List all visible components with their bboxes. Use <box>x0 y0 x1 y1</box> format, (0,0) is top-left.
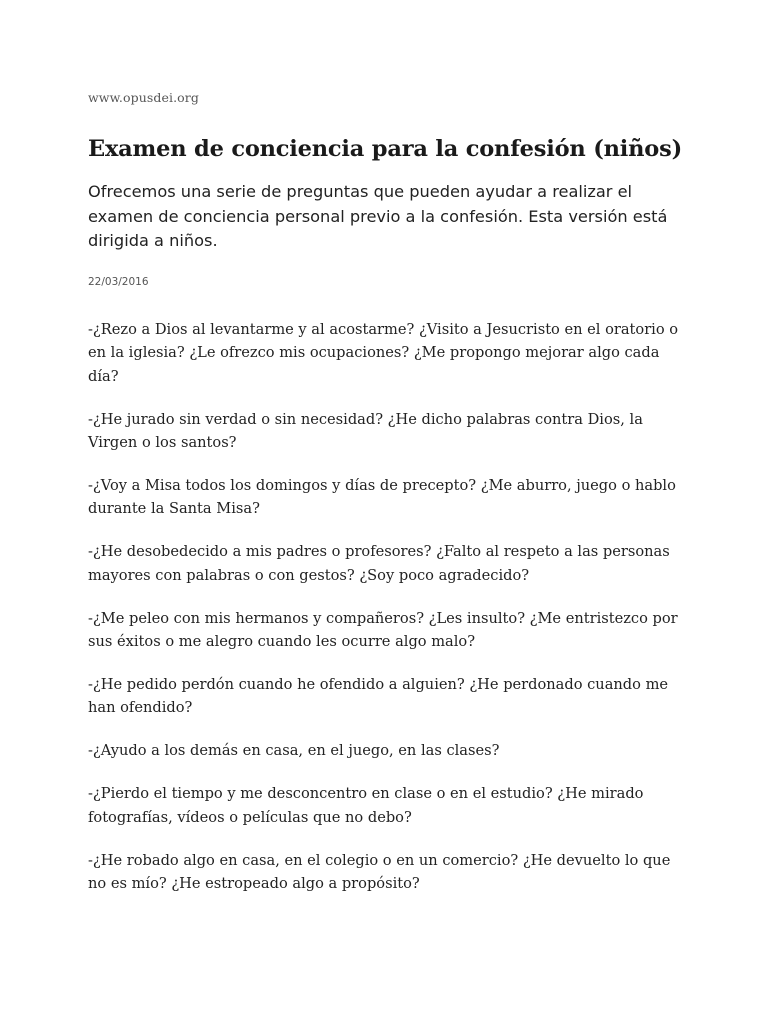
question-item: -¿He jurado sin verdad o sin necesidad? ¿He dicho palabras contra Dios, la Virgen o los santos? <box>88 410 643 452</box>
question-item: -¿Voy a Misa todos los domingos y días de precepto? ¿Me aburro, juego o hablo durante la Santa Misa? <box>88 477 676 518</box>
question-item: -¿He pedido perdón cuando he ofendido a alguien? ¿He perdonado cuando me han ofendido? <box>88 675 669 717</box>
question-item: -¿He desobedecido a mis padres o profesores? ¿Falto al respeto a las personas mayores con palabras o con gestos? ¿Soy poco agradecido? <box>88 543 670 584</box>
question-item: -¿Ayudo a los demás en casa, en el juego, en las clases? <box>88 742 500 760</box>
question-item: -¿He robado algo en casa, en el colegio o en un comercio? ¿He devuelto lo que no es mío? ¿He estropeado algo a propósito? <box>88 851 671 892</box>
question-list <box>88 318 684 915</box>
article-lead: Ofrecemos una serie de preguntas que pueden ayudar a realizar el examen de conciencia personal previo a la confesión. Esta versión está dirigida a niños. <box>88 182 668 250</box>
article-date: 22/03/2016 <box>88 276 149 288</box>
question-item: -¿Pierdo el tiempo y me desconcentro en clase o en el estudio? ¿He mirado fotografías, vídeos o películas que no debo? <box>88 785 644 826</box>
question-item: -¿Rezo a Dios al levantarme y al acostarme? ¿Visito a Jesucristo en el oratorio o en la iglesia? ¿Le ofrezco mis ocupaciones? ¿Me propongo mejorar algo cada día? <box>88 321 679 385</box>
question-item: -¿Me peleo con mis hermanos y compañeros? ¿Les insulto? ¿Me entristezco por sus éxitos o me alegro cuando les ocurre algo malo? <box>88 609 678 651</box>
site-url[interactable]: www.opusdei.org <box>88 90 199 105</box>
article-title: Examen de conciencia para la confesión (niños) <box>88 136 683 162</box>
